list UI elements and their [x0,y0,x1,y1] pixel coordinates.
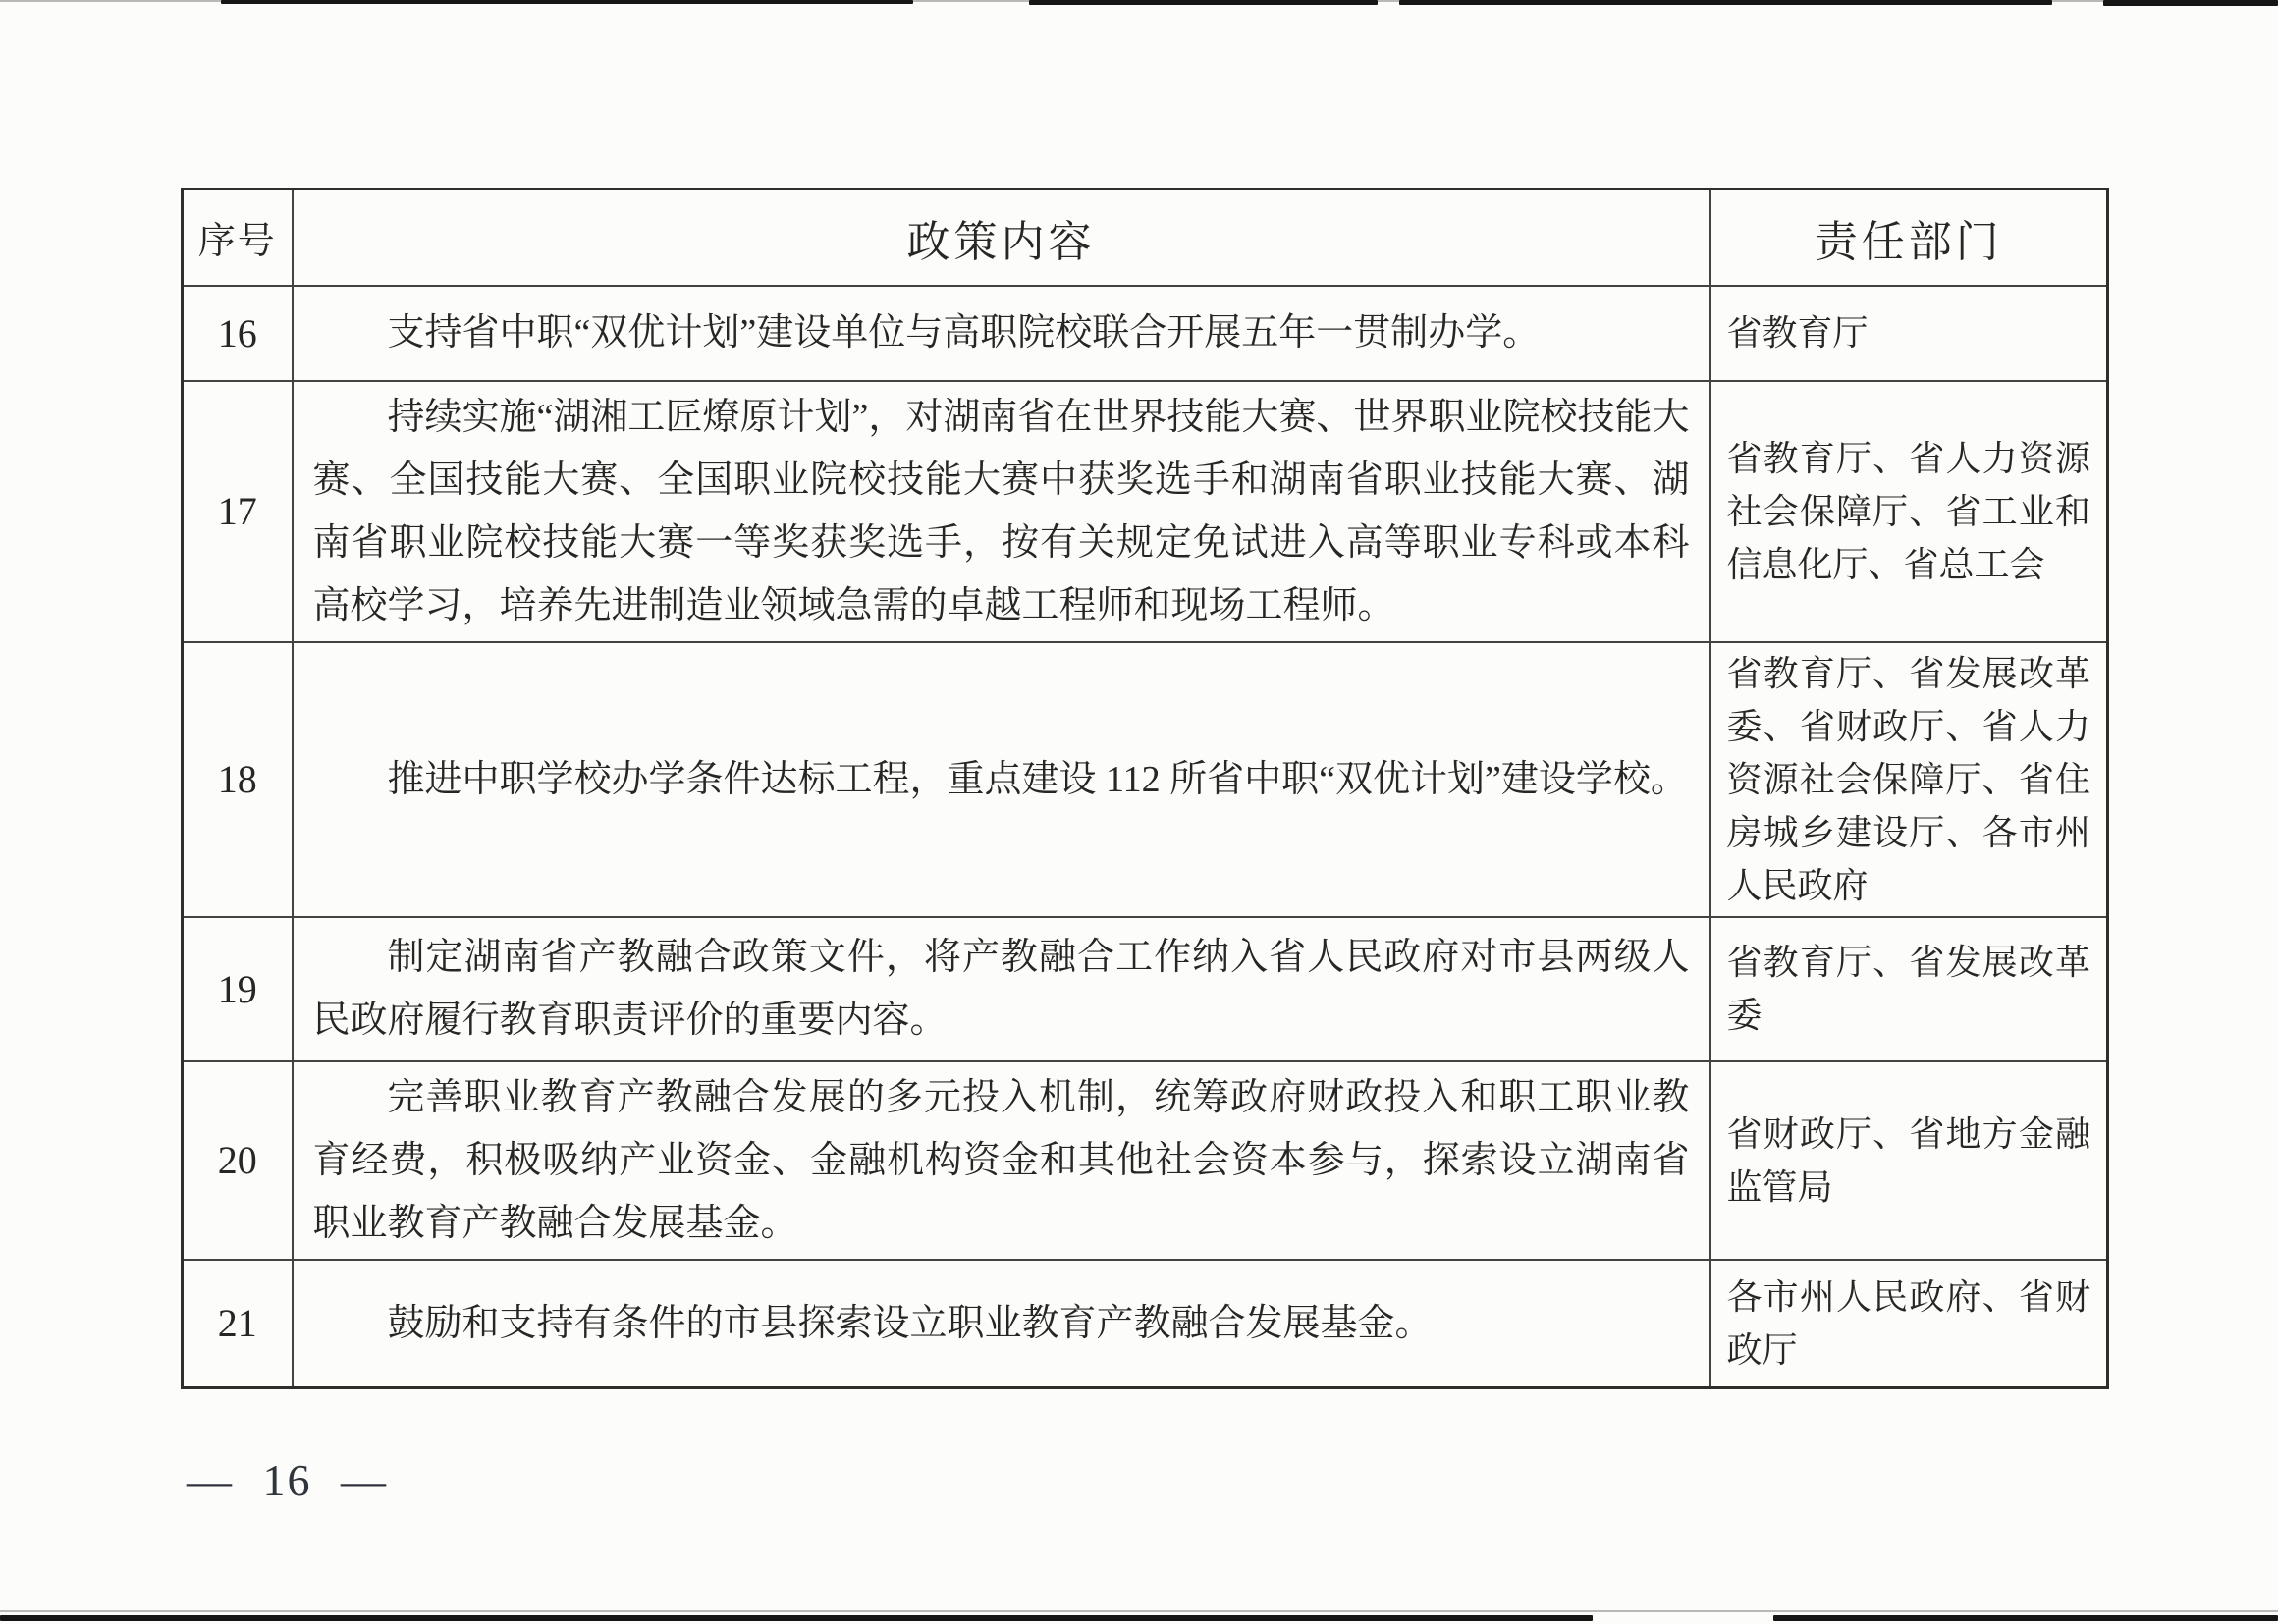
scan-edge-bottom [1773,1615,2278,1621]
policy-content: 持续实施“湖湘工匠燎原计划”，对湖南省在世界技能大赛、世界职业院校技能大赛、全国技能大赛、全国职业院校技能大赛中获奖选手和湖南省职业技能大赛、湖南省职业院校技能大赛一等奖获奖选手，按有关规定免试进入高等职业专科或本科高校学习，培养先进制造业领域急需的卓越工程师和现场工程师。 [293,381,1710,642]
scan-edge-top [1029,0,1378,5]
table-row [183,1061,2108,1260]
responsible-department: 省教育厅、省人力资源社会保障厅、省工业和信息化厅、省总工会 [1710,381,2108,642]
policy-content: 鼓励和支持有条件的市县探索设立职业教育产教融合发展基金。 [293,1260,1710,1388]
table-row [183,286,2108,381]
scan-edge-top [221,0,913,4]
table-row [183,642,2108,917]
col-header-content: 政策内容 [293,189,1710,286]
scan-edge-bottom [0,1615,1593,1621]
row-number: 20 [183,1061,293,1260]
table-header-row [183,189,2108,286]
col-header-department: 责任部门 [1710,189,2108,286]
row-number: 16 [183,286,293,381]
row-number: 18 [183,642,293,917]
responsible-department: 省财政厅、省地方金融监管局 [1710,1061,2108,1260]
scan-edge-top [1399,0,2052,5]
col-header-no: 序号 [183,189,293,286]
responsible-department: 各市州人民政府、省财政厅 [1710,1260,2108,1388]
policy-content: 支持省中职“双优计划”建设单位与高职院校联合开展五年一贯制办学。 [293,286,1710,381]
policy-content: 完善职业教育产教融合发展的多元投入机制，统筹政府财政投入和职工职业教育经费，积极吸纳产业资金、金融机构资金和其他社会资本参与，探索设立湖南省职业教育产教融合发展基金。 [293,1061,1710,1260]
policy-table [181,188,2109,1389]
responsible-department: 省教育厅、省发展改革委 [1710,917,2108,1061]
scan-edge-top [2103,0,2278,6]
table-row [183,381,2108,642]
policy-content: 制定湖南省产教融合政策文件，将产教融合工作纳入省人民政府对市县两级人民政府履行教育职责评价的重要内容。 [293,917,1710,1061]
scan-edge-bottom-faint [0,1610,2278,1612]
responsible-department: 省教育厅 [1710,286,2108,381]
policy-content: 推进中职学校办学条件达标工程，重点建设 112 所省中职“双优计划”建设学校。 [293,642,1710,917]
table-row [183,1260,2108,1388]
responsible-department: 省教育厅、省发展改革委、省财政厅、省人力资源社会保障厅、省住房城乡建设厅、各市州人民政府 [1710,642,2108,917]
page-number: — 16 — [187,1455,388,1505]
table-row [183,917,2108,1061]
row-number: 21 [183,1260,293,1388]
row-number: 17 [183,381,293,642]
row-number: 19 [183,917,293,1061]
